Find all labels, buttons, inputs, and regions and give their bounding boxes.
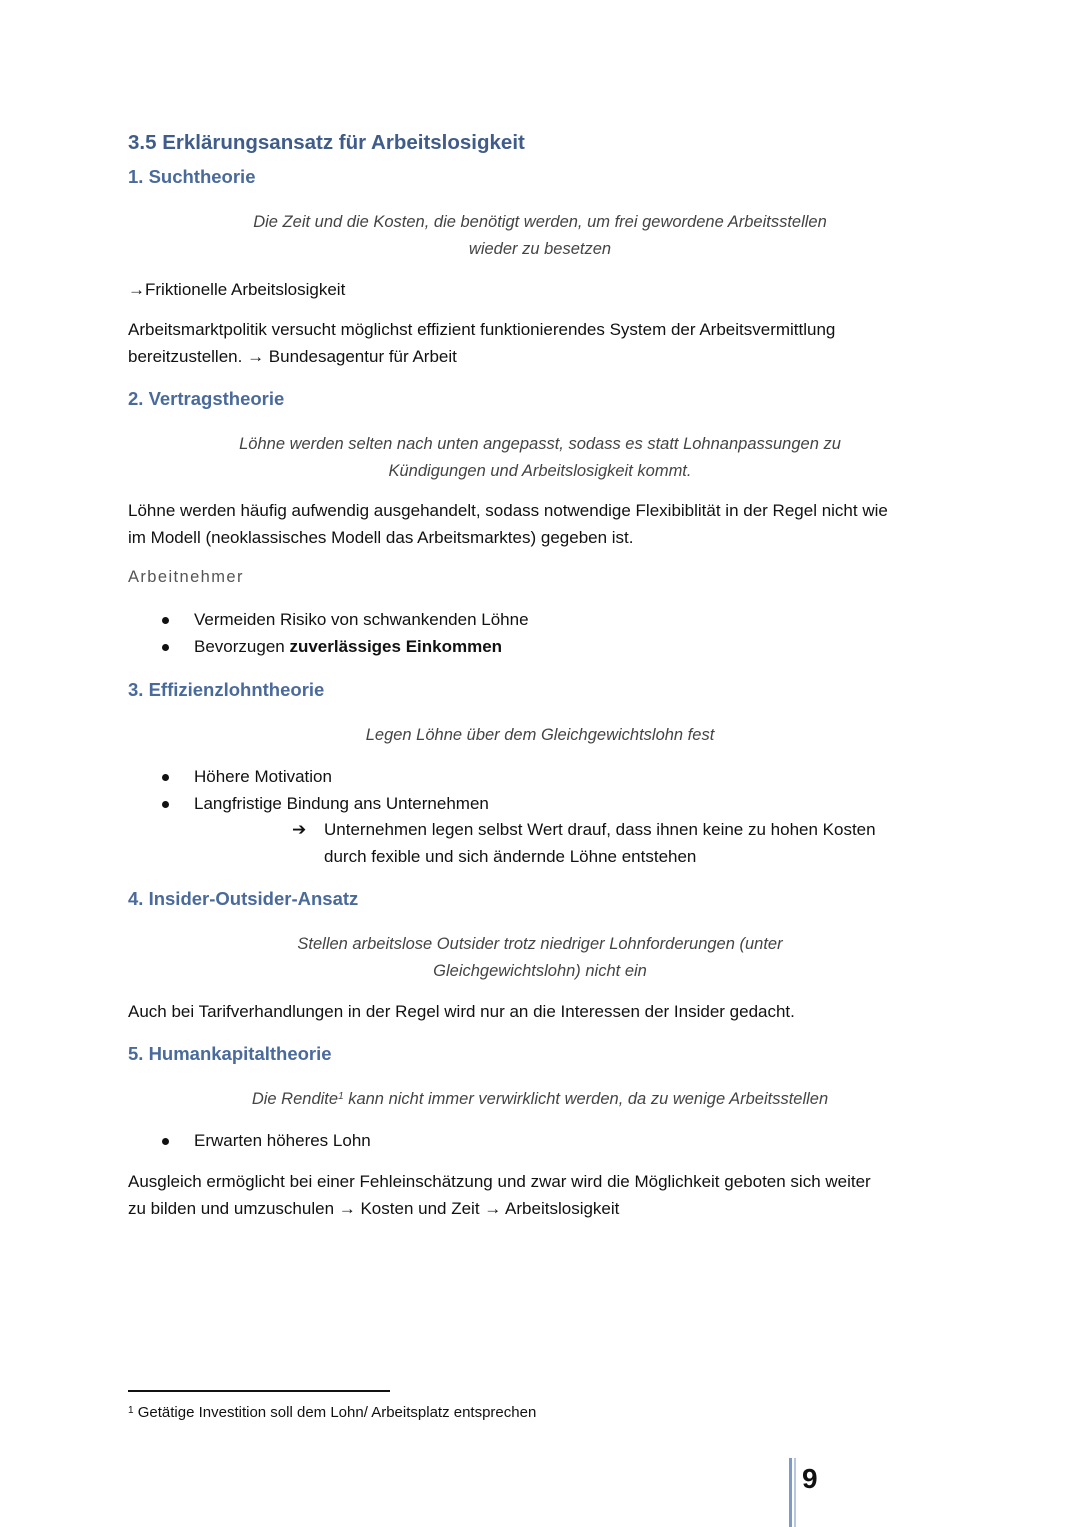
quote-suchtheorie	[128, 209, 952, 262]
footnote-marker: 1	[128, 1405, 134, 1416]
quote-line: Legen Löhne über dem Gleichgewichtslohn fest	[365, 726, 715, 744]
quote-effizienzlohntheorie	[128, 722, 952, 749]
bullet-icon	[162, 801, 169, 808]
arrow-right-icon: →	[128, 280, 145, 299]
paragraph-arbeitsmarktpolitik	[128, 317, 958, 370]
paragraph-tarifverhandlungen	[128, 999, 958, 1026]
list-item	[0, 764, 1080, 791]
footnote-reference[interactable]: 1	[338, 1091, 344, 1102]
heading-vertragstheorie: 2. Vertragstheorie	[128, 388, 285, 409]
list-item-text: Höhere Motivation	[194, 767, 332, 786]
list-item-text: Erwarten höheres Lohn	[194, 1131, 371, 1150]
paragraph-loehne	[128, 498, 958, 551]
heading-insider-outsider: 4. Insider-Outsider-Ansatz	[128, 888, 359, 909]
footnote	[128, 1402, 536, 1424]
list-item	[0, 634, 1080, 661]
friktionelle-line	[128, 277, 958, 304]
footnote-text: Getätige Investition soll dem Lohn/ Arbeitsplatz entsprechen	[133, 1404, 537, 1421]
quote-line: wieder zu besetzen	[468, 239, 612, 258]
paragraph-line: Arbeitsmarktpolitik versucht möglichst effizient funktionierendes System der Arbeitsvermittlung	[128, 320, 836, 339]
quote-line: Gleichgewichtslohn) nicht ein	[433, 961, 647, 980]
bullet-icon	[162, 1138, 169, 1145]
arrow-list-item-text	[324, 817, 924, 870]
paragraph-line: im Modell (neoklassisches Modell das Arbeitsmarktes) gegeben ist.	[128, 527, 634, 547]
paragraph-line: bereitzustellen. → Bundesagentur für Arbeit	[128, 346, 457, 366]
bullet-icon	[162, 617, 169, 624]
list-item-text: Langfristige Bindung ans Unternehmen	[194, 794, 489, 813]
bullet-icon	[162, 644, 169, 651]
quote-line: Löhne werden selten nach unten angepasst, sodass es statt Lohnanpassungen zu	[239, 435, 841, 453]
heading-effizienzlohntheorie: 3. Effizienzlohntheorie	[128, 679, 325, 700]
page-number-rule	[789, 1458, 792, 1527]
list-item-text-bold: zuverlässiges Einkommen	[289, 637, 503, 656]
arrow-line: Unternehmen legen selbst Wert drauf, dass ihnen keine zu hohen Kosten	[324, 820, 876, 839]
paragraph-line: Ausgleich ermöglicht bei einer Fehleinschätzung und zwar wird die Möglichkeit geboten sich weiter	[128, 1172, 871, 1191]
list-item	[0, 1128, 1080, 1155]
paragraph-line: zu bilden und umzuschulen → Kosten und Zeit → Arbeitslosigkeit	[128, 1198, 620, 1218]
arrow-line: durch fexible und sich ändernde Löhne entstehen	[324, 846, 697, 866]
list-item-text	[194, 634, 502, 661]
list-item-text-prefix: Bevorzugen	[194, 637, 290, 656]
arrow-list-item	[0, 817, 1080, 871]
paragraph-ausgleich	[128, 1169, 958, 1222]
page-number-rule-light	[794, 1458, 796, 1527]
quote-text: Die Rendite	[251, 1090, 339, 1108]
quote-line	[128, 1086, 952, 1113]
paragraph-line: Löhne werden häufig aufwendig ausgehandelt, sodass notwendige Flexibiblität in der Regel nicht wie	[128, 501, 888, 520]
heading-humankapitaltheorie: 5. Humankapitaltheorie	[128, 1043, 332, 1064]
footnote-separator	[128, 1390, 390, 1392]
paragraph-line: Auch bei Tarifverhandlungen in der Regel wird nur an die Interessen der Insider gedacht.	[128, 1002, 795, 1021]
heading-suchtheorie: 1. Suchtheorie	[128, 166, 256, 187]
quote-line: Stellen arbeitslose Outsider trotz niedriger Lohnforderungen (unter	[297, 935, 783, 953]
quote-insider-outsider	[128, 931, 952, 984]
subheading-arbeitnehmer: Arbeitnehmer	[128, 568, 244, 586]
list-item	[0, 607, 1080, 634]
quote-line: Die Zeit und die Kosten, die benötigt werden, um frei gewordene Arbeitsstellen	[253, 213, 827, 231]
bullet-icon	[162, 774, 169, 781]
friktionelle-text: Friktionelle Arbeitslosigkeit	[145, 280, 346, 299]
page-number: 9	[802, 1463, 818, 1494]
bold-arrow-icon: ➔	[292, 820, 307, 839]
list-item	[0, 791, 1080, 818]
quote-humankapitaltheorie	[128, 1086, 952, 1113]
list-item-text: Vermeiden Risiko von schwankenden Löhne	[194, 610, 529, 629]
quote-line: Kündigungen und Arbeitslosigkeit kommt.	[388, 461, 692, 480]
quote-vertragstheorie	[128, 431, 952, 484]
section-title: 3.5 Erklärungsansatz für Arbeitslosigkeit	[128, 131, 525, 154]
quote-text: kann nicht immer verwirklicht werden, da zu wenige Arbeitsstellen	[343, 1090, 829, 1108]
